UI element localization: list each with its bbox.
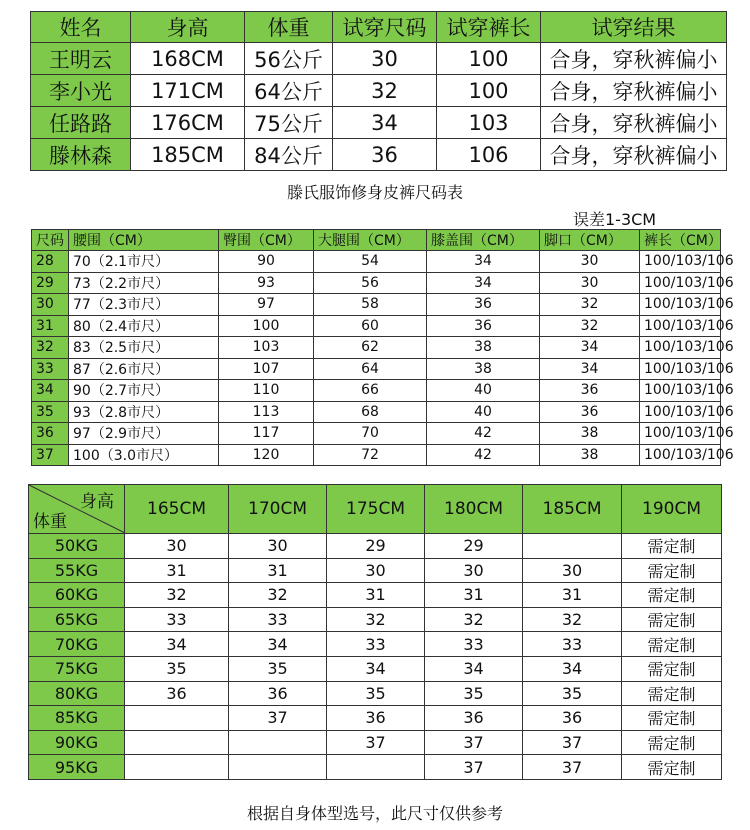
size-cell: 100（3.0市尺） — [69, 444, 219, 466]
fit-table-row — [31, 107, 727, 139]
chart-cell: 36 — [327, 706, 425, 731]
chart-row — [29, 632, 722, 657]
size-cell: 90 — [219, 251, 314, 273]
chart-cell: 需定制 — [622, 534, 722, 559]
fit-name-cell: 李小光 — [31, 75, 131, 107]
chart-cell: 35 — [523, 681, 622, 706]
weight-label-cell: 85KG — [29, 706, 125, 731]
size-cell: 100/103/106 — [640, 294, 721, 316]
chart-cell: 31 — [523, 583, 622, 608]
size-table-row — [32, 401, 721, 423]
chart-row — [29, 583, 722, 608]
size-cell: 54 — [314, 251, 427, 273]
chart-cell: 36 — [125, 681, 229, 706]
chart-cell: 33 — [523, 632, 622, 657]
weight-label-cell: 60KG — [29, 583, 125, 608]
chart-cell: 35 — [327, 681, 425, 706]
fit-cell: 100 — [437, 75, 541, 107]
chart-row — [29, 534, 722, 559]
size-header-cell: 脚口（CM） — [540, 230, 640, 251]
chart-cell: 31 — [425, 583, 523, 608]
size-cell: 62 — [314, 337, 427, 359]
corner-height-label: 身高 — [80, 492, 114, 512]
size-label-cell: 31 — [32, 315, 69, 337]
height-header-cell: 185CM — [523, 485, 622, 534]
size-cell: 34 — [427, 251, 540, 273]
size-measurement-table — [31, 229, 734, 466]
chart-cell: 需定制 — [622, 755, 722, 780]
weight-label-cell: 70KG — [29, 632, 125, 657]
size-cell: 70（2.1市尺） — [69, 251, 219, 273]
size-table-header — [32, 230, 721, 251]
size-cell: 40 — [427, 401, 540, 423]
fit-cell: 171CM — [131, 75, 245, 107]
size-cell: 70 — [314, 423, 427, 445]
fit-header-cell: 体重 — [245, 12, 333, 43]
chart-cell: 32 — [425, 607, 523, 632]
size-cell: 100/103/106 — [640, 251, 721, 273]
size-cell: 30 — [540, 251, 640, 273]
size-cell: 38 — [540, 423, 640, 445]
chart-cell: 36 — [425, 706, 523, 731]
chart-cell: 31 — [229, 558, 327, 583]
chart-corner-cell — [29, 485, 125, 534]
chart-cell: 34 — [523, 656, 622, 681]
size-cell: 56 — [314, 272, 427, 294]
size-cell: 42 — [427, 444, 540, 466]
size-cell: 103 — [219, 337, 314, 359]
chart-cell: 31 — [125, 558, 229, 583]
size-label-cell: 37 — [32, 444, 69, 466]
chart-row — [29, 755, 722, 780]
size-cell: 32 — [540, 294, 640, 316]
chart-cell: 37 — [425, 755, 523, 780]
height-header-cell: 170CM — [229, 485, 327, 534]
chart-cell: 33 — [125, 607, 229, 632]
fit-cell: 合身，穿秋裤偏小 — [541, 75, 727, 107]
chart-cell: 36 — [229, 681, 327, 706]
chart-cell — [125, 706, 229, 731]
chart-cell: 37 — [523, 755, 622, 780]
chart-cell — [229, 730, 327, 755]
size-label-cell: 28 — [32, 251, 69, 273]
size-cell: 73（2.2市尺） — [69, 272, 219, 294]
size-label-cell: 35 — [32, 401, 69, 423]
chart-cell: 37 — [425, 730, 523, 755]
chart-cell — [229, 755, 327, 780]
chart-cell: 32 — [523, 607, 622, 632]
fit-cell: 176CM — [131, 107, 245, 139]
chart-header — [29, 485, 722, 534]
size-cell: 100/103/106 — [640, 272, 721, 294]
chart-cell: 29 — [425, 534, 523, 559]
size-cell: 34 — [427, 272, 540, 294]
size-cell: 100/103/106 — [640, 380, 721, 402]
size-cell: 58 — [314, 294, 427, 316]
corner-weight-label: 体重 — [33, 512, 67, 532]
size-cell: 40 — [427, 380, 540, 402]
chart-row — [29, 706, 722, 731]
weight-label-cell: 90KG — [29, 730, 125, 755]
size-label-cell: 32 — [32, 337, 69, 359]
size-cell: 36 — [540, 380, 640, 402]
size-cell: 38 — [427, 337, 540, 359]
fit-cell: 30 — [333, 43, 437, 75]
fit-table-row — [31, 75, 727, 107]
fit-cell: 185CM — [131, 139, 245, 171]
footer-note: 根据自身体型选号，此尺寸仅供参考 — [246, 804, 503, 823]
chart-cell: 37 — [327, 730, 425, 755]
fit-name-cell: 滕林森 — [31, 139, 131, 171]
chart-cell: 33 — [327, 632, 425, 657]
size-cell: 100/103/106 — [640, 337, 721, 359]
size-cell: 83（2.5市尺） — [69, 337, 219, 359]
fit-header-cell: 姓名 — [31, 12, 131, 43]
size-table-row — [32, 423, 721, 445]
fit-cell: 64公斤 — [245, 75, 333, 107]
chart-cell: 需定制 — [622, 558, 722, 583]
chart-cell: 30 — [327, 558, 425, 583]
size-header-cell: 膝盖围（CM） — [427, 230, 540, 251]
size-cell: 97（2.9市尺） — [69, 423, 219, 445]
height-header-cell: 190CM — [622, 485, 722, 534]
chart-cell: 需定制 — [622, 607, 722, 632]
chart-cell: 37 — [523, 730, 622, 755]
chart-cell: 33 — [425, 632, 523, 657]
height-header-cell: 165CM — [125, 485, 229, 534]
size-label-cell: 30 — [32, 294, 69, 316]
chart-cell: 31 — [327, 583, 425, 608]
size-label-cell: 36 — [32, 423, 69, 445]
size-cell: 100/103/106 — [640, 401, 721, 423]
size-cell: 100/103/106 — [640, 423, 721, 445]
chart-cell: 35 — [125, 656, 229, 681]
fit-cell: 32 — [333, 75, 437, 107]
fit-cell: 合身，穿秋裤偏小 — [541, 43, 727, 75]
fit-cell: 合身，穿秋裤偏小 — [541, 139, 727, 171]
size-table-row — [32, 337, 721, 359]
fit-result-table — [30, 11, 727, 171]
chart-row — [29, 607, 722, 632]
chart-cell: 35 — [229, 656, 327, 681]
fit-header-cell: 试穿尺码 — [333, 12, 437, 43]
chart-cell: 32 — [229, 583, 327, 608]
weight-label-cell: 55KG — [29, 558, 125, 583]
size-label-cell: 34 — [32, 380, 69, 402]
chart-cell: 34 — [125, 632, 229, 657]
weight-label-cell: 75KG — [29, 656, 125, 681]
chart-cell: 33 — [229, 607, 327, 632]
chart-cell: 37 — [229, 706, 327, 731]
chart-cell: 30 — [229, 534, 327, 559]
size-cell: 93 — [219, 272, 314, 294]
chart-cell: 需定制 — [622, 730, 722, 755]
fit-table-header — [31, 12, 727, 43]
chart-cell: 35 — [425, 681, 523, 706]
chart-cell: 30 — [125, 534, 229, 559]
size-cell: 77（2.3市尺） — [69, 294, 219, 316]
size-cell: 38 — [427, 358, 540, 380]
fit-cell: 34 — [333, 107, 437, 139]
size-table-row — [32, 272, 721, 294]
size-table-row — [32, 444, 721, 466]
fit-cell: 100 — [437, 43, 541, 75]
size-table-row — [32, 251, 721, 273]
size-cell: 42 — [427, 423, 540, 445]
fit-cell: 84公斤 — [245, 139, 333, 171]
chart-cell: 29 — [327, 534, 425, 559]
size-cell: 97 — [219, 294, 314, 316]
weight-label-cell: 65KG — [29, 607, 125, 632]
chart-cell: 需定制 — [622, 632, 722, 657]
size-cell: 93（2.8市尺） — [69, 401, 219, 423]
size-cell: 34 — [540, 337, 640, 359]
chart-row — [29, 681, 722, 706]
chart-row — [29, 730, 722, 755]
size-label-cell: 29 — [32, 272, 69, 294]
size-cell: 36 — [540, 401, 640, 423]
size-cell: 60 — [314, 315, 427, 337]
size-cell: 100/103/106 — [640, 315, 721, 337]
chart-row — [29, 558, 722, 583]
size-table-row — [32, 358, 721, 380]
size-cell: 100/103/106 — [640, 358, 721, 380]
size-header-cell: 大腿围（CM） — [314, 230, 427, 251]
chart-cell: 30 — [425, 558, 523, 583]
chart-cell: 32 — [327, 607, 425, 632]
size-header-cell: 裤长（CM） — [640, 230, 721, 251]
error-note: 误差1-3CM — [573, 210, 657, 229]
size-cell: 117 — [219, 423, 314, 445]
size-cell: 64 — [314, 358, 427, 380]
chart-cell: 30 — [523, 558, 622, 583]
chart-cell: 需定制 — [622, 583, 722, 608]
size-table-row — [32, 315, 721, 337]
size-cell: 110 — [219, 380, 314, 402]
chart-cell: 36 — [523, 706, 622, 731]
fit-name-cell: 任路路 — [31, 107, 131, 139]
chart-cell: 需定制 — [622, 706, 722, 731]
chart-row — [29, 656, 722, 681]
height-weight-size-chart — [28, 484, 722, 780]
size-cell: 30 — [540, 272, 640, 294]
chart-cell — [125, 755, 229, 780]
fit-header-cell: 身高 — [131, 12, 245, 43]
chart-cell — [523, 534, 622, 559]
fit-cell: 56公斤 — [245, 43, 333, 75]
size-cell: 80（2.4市尺） — [69, 315, 219, 337]
size-cell: 36 — [427, 315, 540, 337]
size-header-cell: 臀围（CM） — [219, 230, 314, 251]
chart-cell — [327, 755, 425, 780]
size-cell: 87（2.6市尺） — [69, 358, 219, 380]
size-header-cell: 尺码 — [32, 230, 69, 251]
fit-cell: 103 — [437, 107, 541, 139]
chart-cell: 34 — [425, 656, 523, 681]
fit-header-cell: 试穿结果 — [541, 12, 727, 43]
height-header-cell: 175CM — [327, 485, 425, 534]
chart-cell: 32 — [125, 583, 229, 608]
weight-label-cell: 80KG — [29, 681, 125, 706]
fit-cell: 合身，穿秋裤偏小 — [541, 107, 727, 139]
size-cell: 68 — [314, 401, 427, 423]
size-cell: 100 — [219, 315, 314, 337]
chart-cell: 需定制 — [622, 656, 722, 681]
weight-label-cell: 95KG — [29, 755, 125, 780]
size-cell: 120 — [219, 444, 314, 466]
size-table-row — [32, 294, 721, 316]
fit-cell: 75公斤 — [245, 107, 333, 139]
fit-cell: 36 — [333, 139, 437, 171]
size-cell: 34 — [540, 358, 640, 380]
height-header-cell: 180CM — [425, 485, 523, 534]
size-cell: 72 — [314, 444, 427, 466]
chart-cell: 34 — [229, 632, 327, 657]
fit-name-cell: 王明云 — [31, 43, 131, 75]
size-table-row — [32, 380, 721, 402]
size-cell: 32 — [540, 315, 640, 337]
size-cell: 107 — [219, 358, 314, 380]
size-cell: 66 — [314, 380, 427, 402]
size-cell: 100/103/106 — [640, 444, 721, 466]
weight-label-cell: 50KG — [29, 534, 125, 559]
size-header-cell: 腰围（CM） — [69, 230, 219, 251]
chart-cell: 需定制 — [622, 681, 722, 706]
size-table-caption: 滕氏服饰修身皮裤尺码表 — [286, 183, 463, 202]
size-cell: 90（2.7市尺） — [69, 380, 219, 402]
size-cell: 38 — [540, 444, 640, 466]
chart-cell — [125, 730, 229, 755]
size-cell: 113 — [219, 401, 314, 423]
fit-table-row — [31, 43, 727, 75]
fit-cell: 168CM — [131, 43, 245, 75]
size-label-cell: 33 — [32, 358, 69, 380]
fit-table-row — [31, 139, 727, 171]
fit-header-cell: 试穿裤长 — [437, 12, 541, 43]
size-cell: 36 — [427, 294, 540, 316]
chart-cell: 34 — [327, 656, 425, 681]
fit-cell: 106 — [437, 139, 541, 171]
